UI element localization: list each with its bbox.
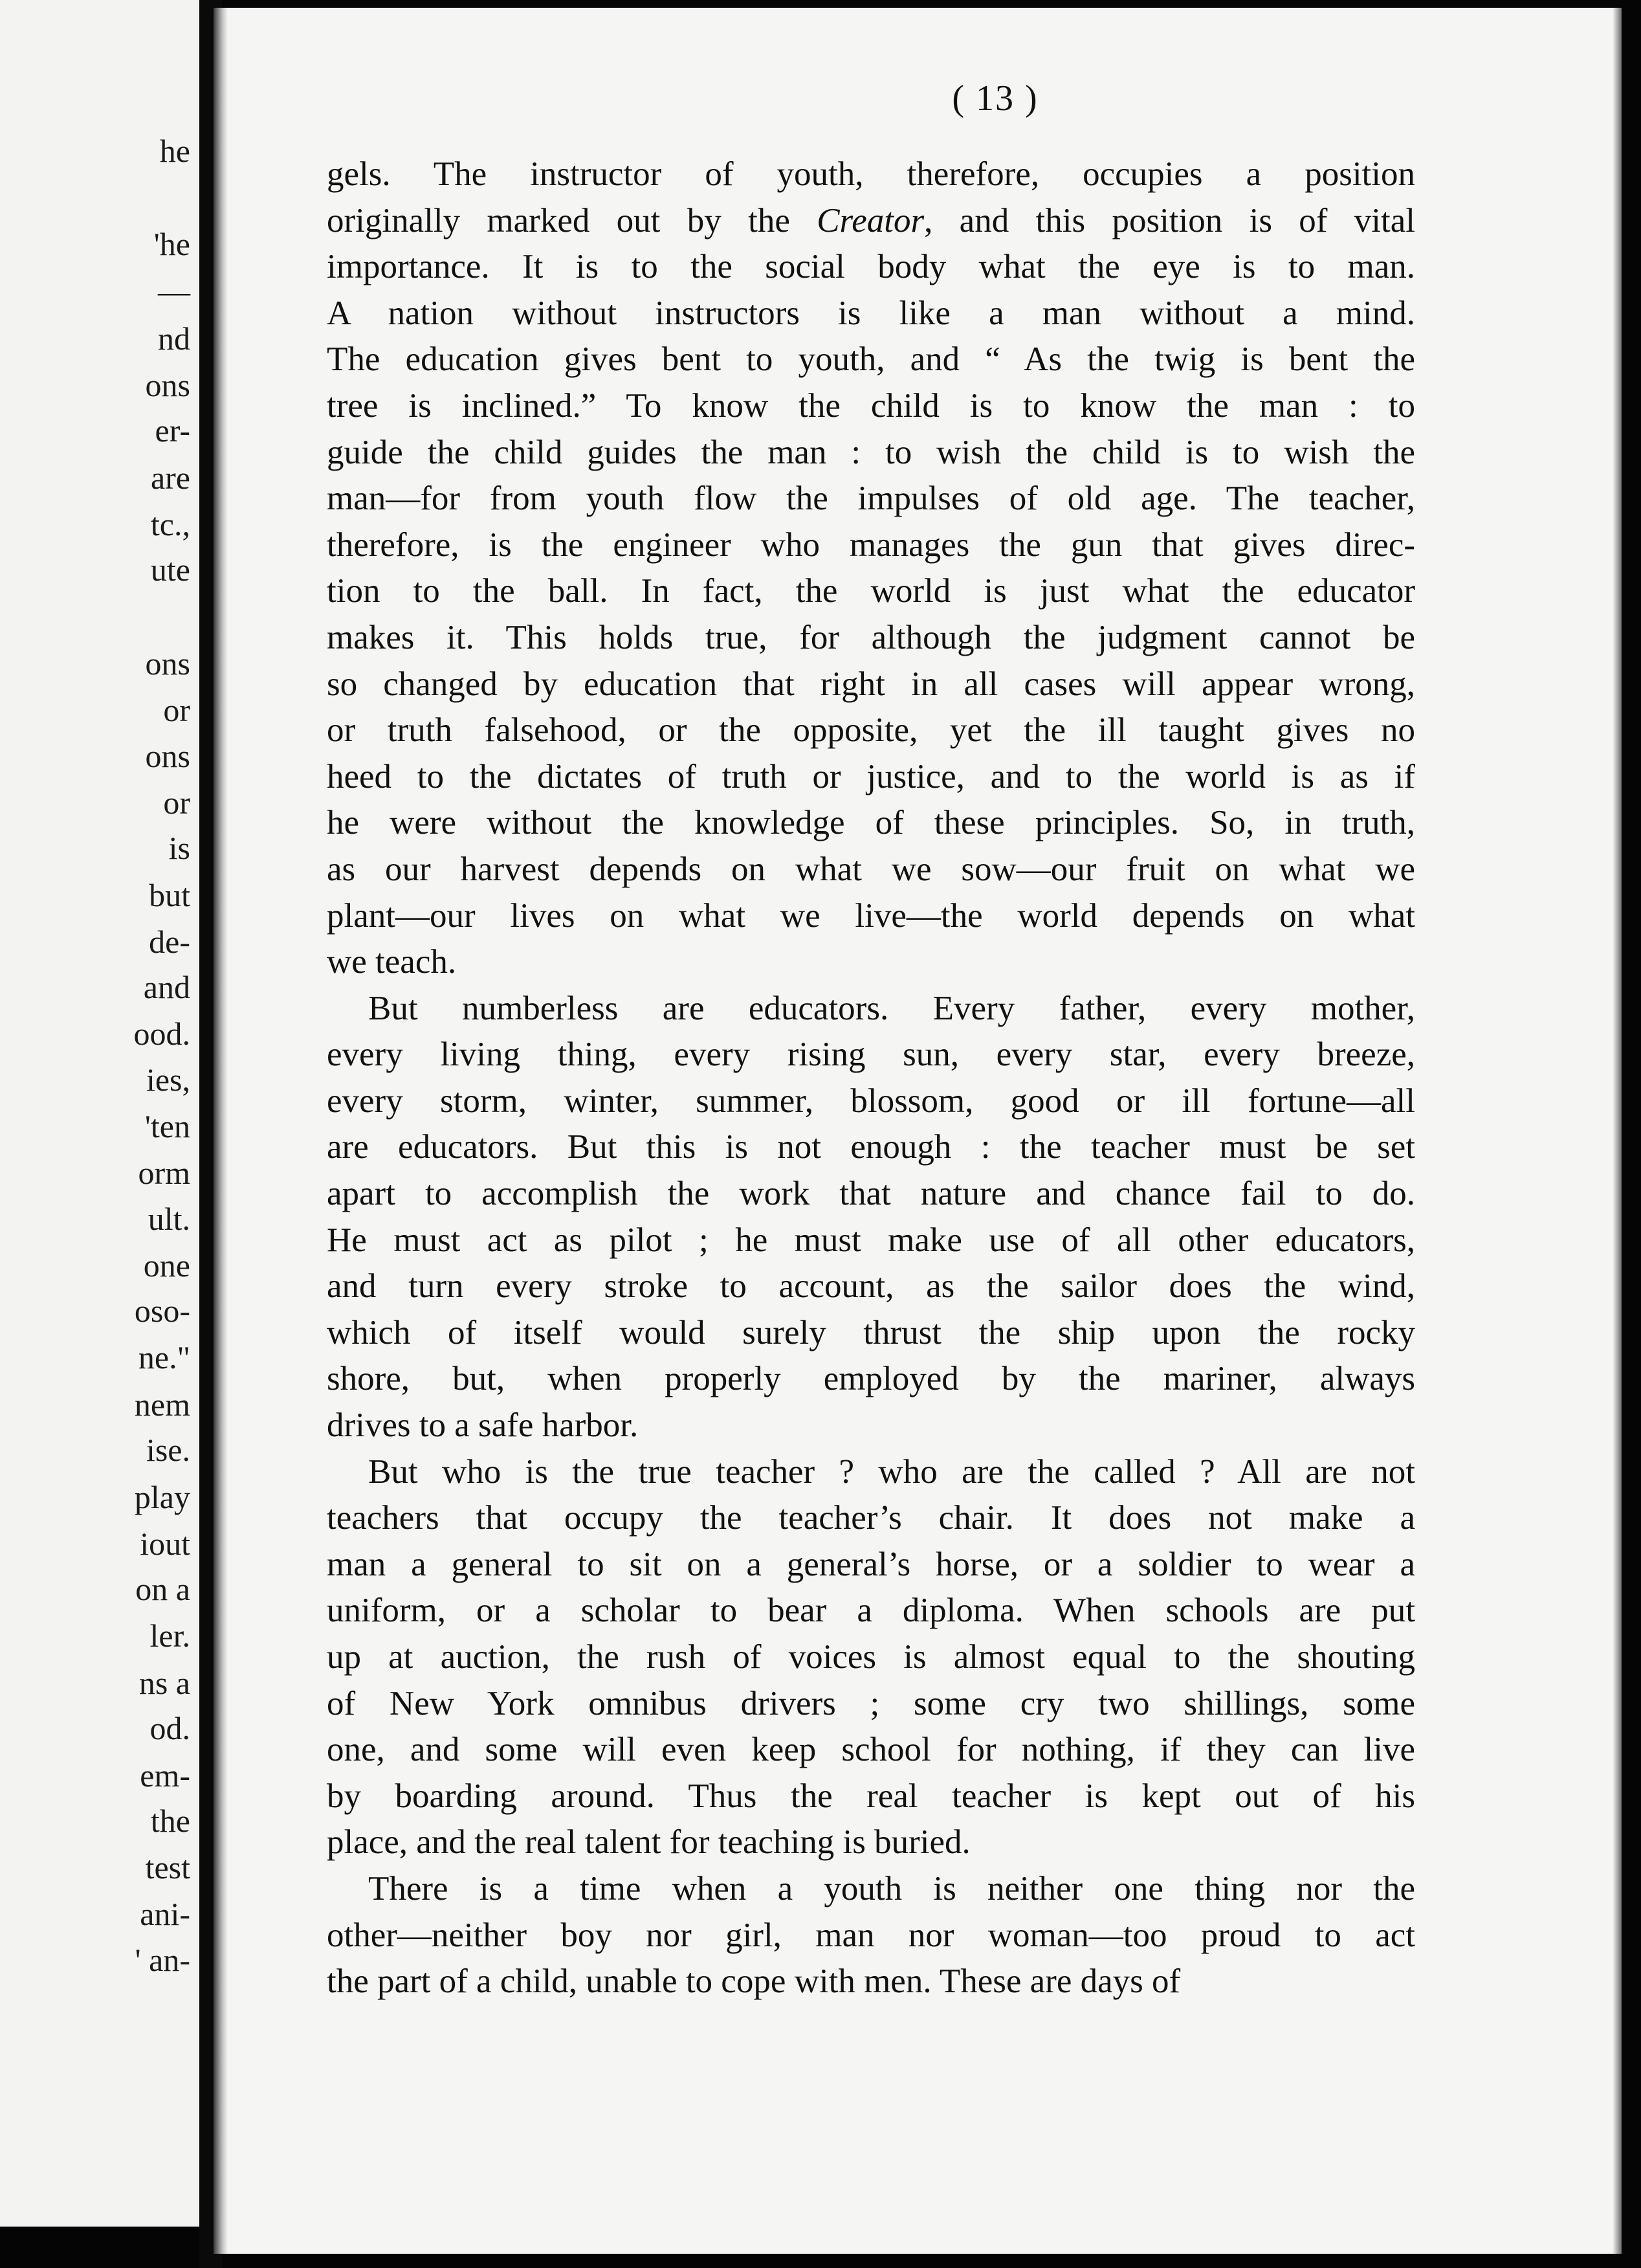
text-line: and turn every stroke to account, as the sailor does the wind, [327, 1267, 1415, 1306]
text-line: gels. The instructor of youth, therefore, occupies a position [327, 155, 1415, 193]
text-line: heed to the dictates of truth or justice, and to the world is as if [327, 757, 1415, 795]
text-line: There is a time when a youth is neither one thing nor the [368, 1869, 1415, 1907]
paragraph [327, 1866, 1415, 2005]
text-line: plant—our lives on what we live—the world depends on what [327, 896, 1415, 935]
paragraph [327, 151, 1415, 986]
text-line: are educators. But this is not enough : the teacher must be set [327, 1128, 1415, 1166]
facing-page-fragment: ute [150, 551, 190, 588]
paragraph [327, 986, 1415, 1449]
body-text [327, 151, 1415, 2005]
text-line: of New York omnibus drivers ; some cry two shillings, some [327, 1684, 1415, 1722]
facing-page-fragment: er- [155, 412, 190, 449]
text-line: A nation without instructors is like a man without a mind. [327, 294, 1415, 332]
facing-page-fragment: — [158, 273, 190, 309]
facing-page-fragment: orm [138, 1155, 190, 1191]
facing-page-fragment: ies, [146, 1062, 190, 1098]
facing-page-fragment: the [150, 1803, 190, 1839]
facing-page-fragment: tc., [150, 506, 190, 542]
text-line: originally marked out by the Creator, and this position is of vital [327, 201, 1415, 239]
text-line: guide the child guides the man : to wish the child is to wish the [327, 433, 1415, 471]
facing-page-fragment: and [143, 969, 190, 1005]
page-fold-shadow [214, 8, 228, 2254]
facing-page-fragment: ood. [133, 1016, 190, 1052]
facing-page-fragment: on a [135, 1571, 190, 1607]
facing-page-fragment: ons [145, 738, 190, 774]
text-line: place, and the real talent for teaching is buried. [327, 1823, 971, 1862]
facing-page-fragment: play [134, 1479, 190, 1515]
text-line: or truth falsehood, or the opposite, yet the ill taught gives no [327, 711, 1415, 750]
text-line: the part of a child, unable to cope with men. These are days of [327, 1962, 1181, 2001]
facing-page-fragment: 'he [153, 226, 190, 262]
facing-page-fragment: nd [158, 320, 190, 357]
text-line: drives to a safe harbor. [327, 1406, 639, 1445]
facing-page-fragment: ani- [140, 1896, 190, 1932]
facing-page-fragment: od. [149, 1710, 190, 1746]
text-line: by boarding around. Thus the real teacher is kept out of his [327, 1777, 1415, 1815]
text-line: we teach. [327, 943, 457, 981]
text-line: as our harvest depends on what we sow—our fruit on what we [327, 850, 1415, 888]
text-line: tion to the ball. In fact, the world is just what the educator [327, 572, 1415, 610]
facing-page-fragment: ons [145, 645, 190, 682]
facing-page-fragment: iout [140, 1526, 190, 1562]
facing-page-fragment: ult. [148, 1201, 190, 1237]
facing-page-fragment: ler. [149, 1618, 190, 1654]
text-line: so changed by education that right in all cases will appear wrong, [327, 665, 1415, 703]
facing-page-fragment: de- [149, 924, 190, 960]
facing-page-fragment: ise. [146, 1432, 190, 1468]
text-line: shore, but, when properly employed by the mariner, always [327, 1360, 1415, 1398]
facing-page-fragment: 'ten [144, 1108, 190, 1144]
text-line: uniform, or a scholar to bear a diploma. When schools are put [327, 1592, 1415, 1630]
text-line: one, and some will even keep school for nothing, if they can live [327, 1731, 1415, 1769]
text-line: But numberless are educators. Every father, every mother, [368, 989, 1415, 1027]
text-line: But who is the true teacher ? who are the called ? All are not [368, 1452, 1415, 1491]
text-line: makes it. This holds true, for although the judgment cannot be [327, 618, 1415, 656]
facing-page-fragment: but [149, 877, 190, 913]
book-page [214, 8, 1622, 2254]
text-line: up at auction, the rush of voices is almost equal to the shouting [327, 1638, 1415, 1676]
paragraph [327, 1449, 1415, 1866]
text-line: tree is inclined.” To know the child is to know the man : to [327, 386, 1415, 425]
text-line: he were without the knowledge of these principles. So, in truth, [327, 804, 1415, 842]
facing-page-fragment: he [159, 133, 190, 169]
text-line: which of itself would surely thrust the ship upon the rocky [327, 1313, 1415, 1351]
text-line: He must act as pilot ; he must make use of all other educators, [327, 1221, 1415, 1259]
facing-page-fragment: or [163, 784, 190, 821]
facing-page-fragment: test [145, 1849, 190, 1885]
text-line: apart to accomplish the work that nature and chance fail to do. [327, 1175, 1415, 1213]
facing-page-fragment: ' an- [135, 1942, 190, 1978]
facing-page-fragment: em- [140, 1757, 190, 1794]
text-line: therefore, is the engineer who manages the gun that gives direc- [327, 526, 1415, 564]
facing-page-fragment: is [168, 830, 190, 866]
text-line: every storm, winter, summer, blossom, good or ill fortune—all [327, 1082, 1415, 1120]
facing-page-fragment: are [150, 460, 190, 496]
facing-page-fragment: nem [134, 1386, 190, 1423]
facing-page-edge [0, 0, 199, 2227]
page-right-edge [1613, 8, 1622, 2254]
facing-page-fragment: oso- [134, 1293, 190, 1329]
text-line: The education gives bent to youth, and “ As the twig is bent the [327, 340, 1415, 379]
text-line: teachers that occupy the teacher’s chair. It does not make a [327, 1499, 1415, 1537]
page-number: ( 13 ) [952, 78, 1039, 118]
facing-page-fragment: one [143, 1247, 190, 1284]
facing-page-fragment: ons [145, 367, 190, 403]
facing-page-fragment: or [163, 692, 190, 728]
text-line: man—for from youth flow the impulses of old age. The teacher, [327, 480, 1415, 518]
facing-page-fragment: ns a [138, 1665, 190, 1701]
text-line: other—neither boy nor girl, man nor woman—too proud to act [327, 1916, 1415, 1954]
text-line: every living thing, every rising sun, every star, every breeze, [327, 1036, 1415, 1074]
text-line: importance. It is to the social body what the eye is to man. [327, 248, 1415, 286]
text-line: man a general to sit on a general’s horse, or a soldier to wear a [327, 1545, 1415, 1583]
facing-page-fragment: ne." [138, 1339, 190, 1375]
